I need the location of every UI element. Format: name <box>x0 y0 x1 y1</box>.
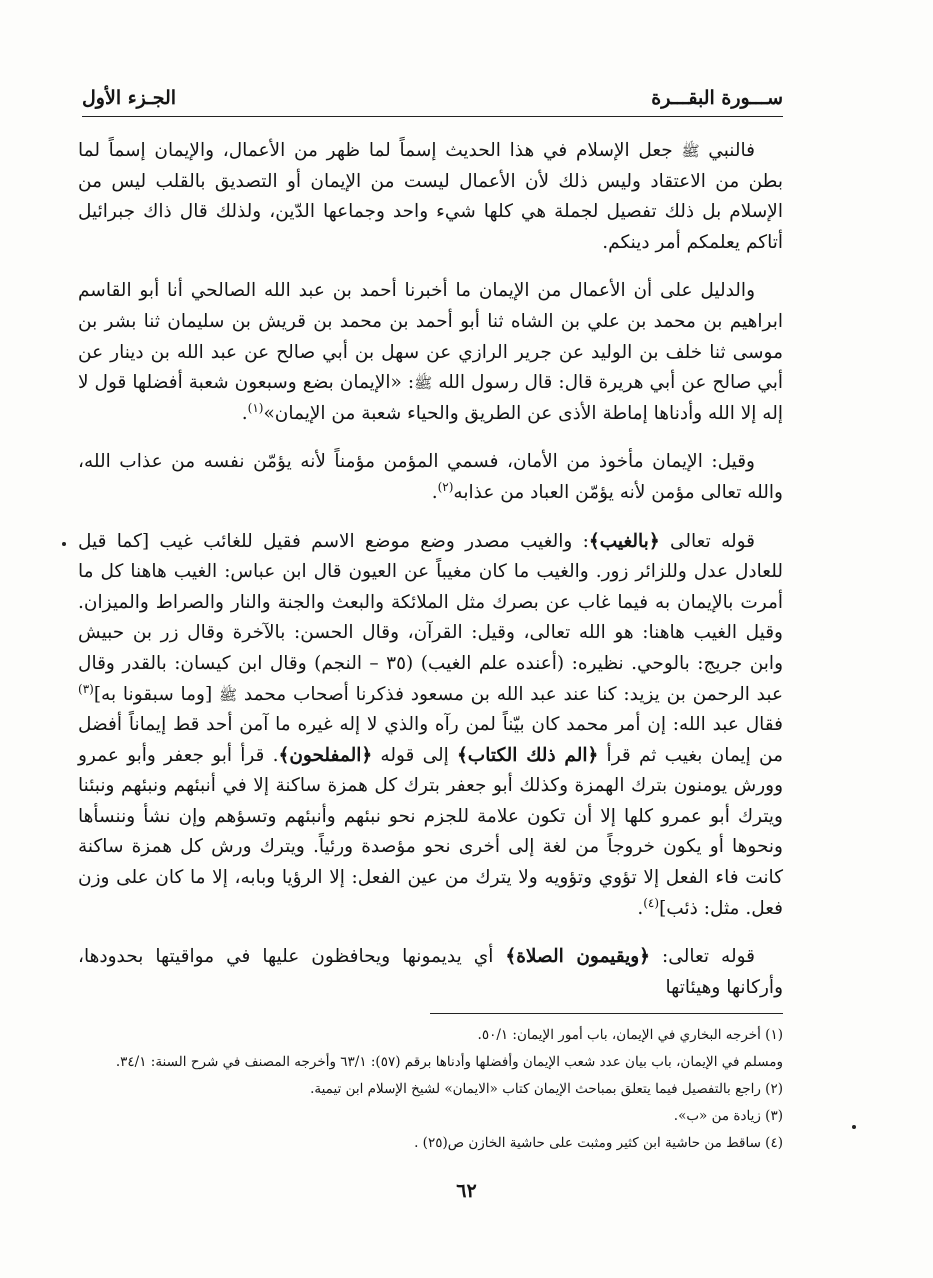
salutation-symbol: ﷺ <box>218 685 238 704</box>
text-run: قوله تعالى <box>659 530 755 552</box>
running-header <box>82 80 783 117</box>
text-run: قوله تعالى: <box>650 946 755 968</box>
quran-quote: ﴿الم ذلك الكتاب﴾ <box>456 744 599 766</box>
text-run: وقيل: الإيمان مأخوذ من الأمان، فسمي المؤمن مؤمناً لأنه يؤمّن نفسه من عذاب الله، والله تعالى مؤمن لأنه يؤمّن العباد من عذابه <box>78 451 783 503</box>
footnote-ref: (٣) <box>78 681 94 696</box>
footnote-ref: (٤) <box>643 895 660 910</box>
salutation-symbol: ﷺ <box>681 142 700 160</box>
quran-quote: ﴿بالغيب﴾ <box>588 530 660 552</box>
text-run: إلى قوله <box>372 744 457 766</box>
part-title: الجـزء الأول <box>82 87 177 109</box>
text-run: . <box>241 402 248 424</box>
paragraph-3 <box>78 447 783 508</box>
salutation-symbol: ﷺ <box>414 374 433 393</box>
surah-title: ســـورة البقـــرة <box>651 87 783 109</box>
text-run: [وما سبقونا به] <box>93 683 219 705</box>
footnote-1-continued: ومسلم في الإيمان، باب بيان عدد شعب الإيمان وأفضلها وأدناها برقم (٥٧): ٦٣/١ وأخرجه المصنف في شرح السنة: ٣٤/١. <box>115 1054 783 1070</box>
quran-quote: ﴿ويقيمون الصلاة﴾ <box>505 946 651 968</box>
paragraph-4 <box>78 527 783 925</box>
text-run: جعل الإسلام في هذا الحديث إسماً لما ظهر من الأعمال، والإيمان إسماً لما بطن من الاعتقاد وليس ذلك لأن الأعمال ليست من الإيمان أو التصديق بالقلب ليس من الإسلام بل ذلك تفصيل لجملة هي كلها شيء واحد وجماعها الدّين، ولذلك قال ذاك جبرائيل أتاكم يعلمكم أمر دينكم. <box>78 140 783 253</box>
paragraph-2 <box>78 276 783 429</box>
footnote-ref: (١) <box>247 400 264 415</box>
text-run: فقال عبد الله: إن أمر محمد كان بيّناً لمن رآه والذي لا إله غيره ما آمن أحد قط إيماناً أفضل من إيمان بغيب ثم قرأ <box>78 714 784 766</box>
footnote-1: (١) أخرجه البخاري في الإيمان، باب أمور الإيمان: ٥٠/١. <box>477 1027 783 1043</box>
page-number: ٦٢ <box>456 1180 477 1202</box>
footnote-4: (٤) ساقط من حاشية ابن كثير ومثبت على حاشية الخازن ص(٢٥) . <box>414 1135 783 1151</box>
text-run: : «الإيمان بضع وسبعون شعبة أفضلها قول لا إله إلا الله وأدناها إماطة الأذى عن الطريق والحياء شعبة من الإيمان» <box>78 372 783 424</box>
text-run: . <box>637 897 644 919</box>
footnote-divider <box>430 1013 783 1014</box>
text-run: أي يديمونها ويحافظون عليها في مواقيتها بحدودها، وأركانها وهيئاتها <box>78 946 783 998</box>
footnote-2: (٢) راجع بالتفصيل فيما يتعلق بمباحث الإيمان كتاب «الايمان» لشيخ الإسلام ابن تيمية. <box>310 1081 783 1097</box>
paragraph-1 <box>78 136 783 258</box>
text-run: والدليل على أن الأعمال من الإيمان ما أخبرنا أحمد بن عبد الله الصالحي أنا أبو القاسم ابراهيم بن محمد بن علي بن الشاه ثنا أبو أحمد بن محمد بن قريش بن سليمان ثنا بشر بن موسى ثنا خلف بن الوليد عن جرير الرازي عن سهل بن أبي صالح عن عبد الله بن دينار عن أبي صالح عن أبي هريرة قال: قال رسول الله <box>78 280 784 394</box>
paragraph-5 <box>78 942 783 1003</box>
scan-speck <box>852 1125 856 1129</box>
text-run: . <box>431 481 438 503</box>
main-text <box>78 136 783 1021</box>
scan-speck <box>62 542 66 546</box>
text-run: : والغيب مصدر وضع موضع الاسم فقيل للغائب غيب [كما قيل للعادل عدل وللزائر زور. والغيب ما كان مغيباً عن العيون قال ابن عباس: الغيب هاهنا كل ما أمرت بالإيمان به فيما غاب عن بصرك مثل الملائكة والبعث والجنة والنار والصراط والميزان. وقيل الغيب هاهنا: هو الله تعالى، وقيل: القرآن، وقال الحسن: بالآخرة وقال زر بن حبيش وابن جريج: بالوحي. نظيره: (أعنده علم الغيب) (٣٥ – النجم) وقال ابن كيسان: بالقدر وقال عبد الرحمن بن يزيد: كنا عند عبد الله بن مسعود فذكرنا أصحاب محمد <box>78 530 784 705</box>
footnote-3: (٣) زيادة من «ب». <box>673 1108 783 1124</box>
footnotes <box>78 1022 783 1157</box>
text-run: فالنبي <box>699 140 755 161</box>
footnote-ref: (٢) <box>437 479 454 494</box>
text-run: . قرأ أبو جعفر وأبو عمرو وورش يومنون بترك الهمزة وكذلك أبو جعفر بترك كل همزة ساكنة إلا في أنبئهم ونبئهم ونبئنا ويترك أبو عمرو كلها إلا أن تكون علامة للجزم نحو نبئهم وأنبئهم وتسؤهم وإن نشأ وننسأها ونحوها أو يكون خروجاً من لغة إلى أخرى نحو مؤصدة ورئياً. ويترك ورش كل همزة ساكنة كانت فاء الفعل إلا تؤوي وتؤويه ولا يترك من عين الفعل: إلا الرؤيا وبابه، إلا ما كان على وزن فعل. مثل: ذئب] <box>78 744 784 919</box>
quran-quote: ﴿المفلحون﴾ <box>278 744 373 766</box>
